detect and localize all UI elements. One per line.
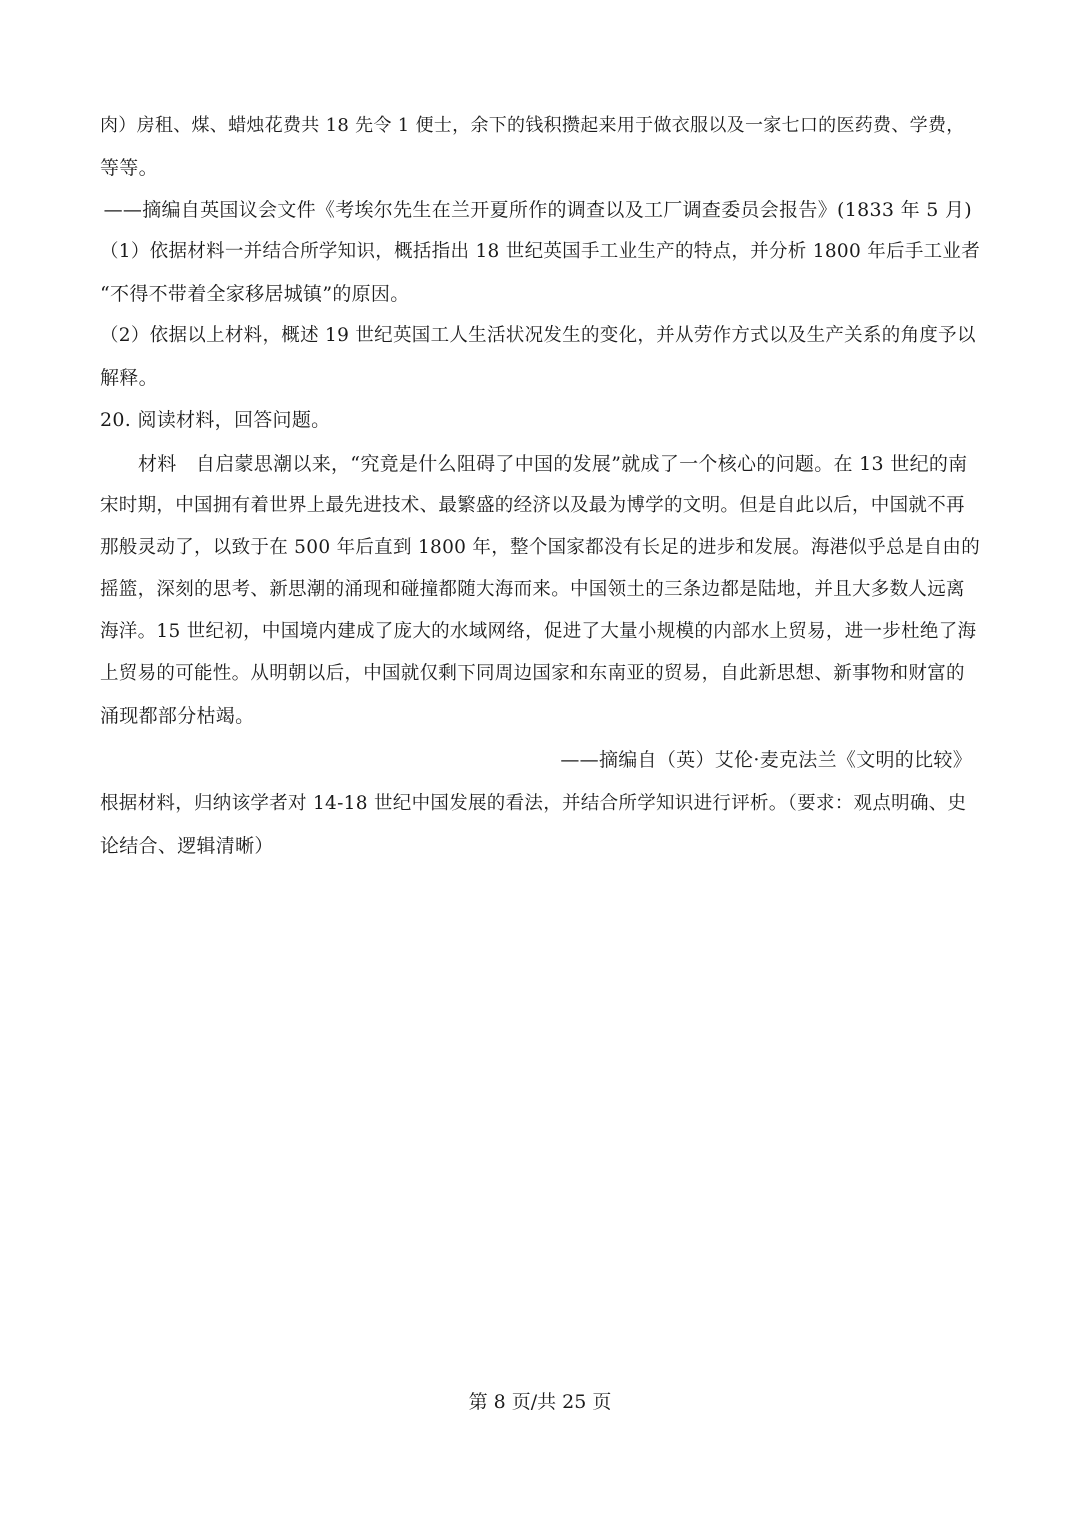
question-19-part-2-line-1: （2）依据以上材料，概述 19 世纪英国工人生活状况发生的变化，并从劳作方式以及生产关系的角度予以 <box>100 325 976 346</box>
question-20-source: ——摘编自（英）艾伦·麦克法兰《文明的比较》 <box>560 749 972 771</box>
question-20-material-line-7: 涌现都部分枯竭。 <box>100 705 255 727</box>
question-20-material-line-5: 海洋。15 世纪初，中国境内建成了庞大的水域网络，促进了大量小规模的内部水上贸易，进一步杜绝了海 <box>100 621 977 642</box>
question-19-part-1-line-2: “不得不带着全家移居城镇”的原因。 <box>100 283 410 305</box>
material-19-source: ——摘编自英国议会文件《考埃尔先生在兰开夏所作的调查以及工厂调查委员会报告》(1833 年 5 月) <box>103 199 972 221</box>
question-19-part-2-line-2: 解释。 <box>100 367 158 389</box>
question-20-material-line-4: 摇篮，深刻的思考、新思潮的涌现和碰撞都随大海而来。中国领土的三条边都是陆地，并且大多数人远离 <box>100 579 965 600</box>
material-19-line-1: 肉）房租、煤、蜡烛花费共 18 先令 1 便士，余下的钱积攒起来用于做衣服以及一家七口的医药费、学费， <box>100 115 965 136</box>
question-20-material-line-6: 上贸易的可能性。从明朝以后，中国就仅剩下同周边国家和东南亚的贸易，自此新思想、新事物和财富的 <box>100 663 965 684</box>
material-19-line-2: 等等。 <box>100 157 158 179</box>
page-number: 第 8 页/共 25 页 <box>468 1391 612 1413</box>
question-20-task-line-2: 论结合、逻辑清晰） <box>100 835 274 857</box>
question-20-task-line-1: 根据材料，归纳该学者对 14-18 世纪中国发展的看法，并结合所学知识进行评析。（要求：观点明确、史 <box>100 793 967 814</box>
question-20-material-line-3: 那般灵动了，以致于在 500 年后直到 1800 年，整个国家都没有长足的进步和发展。海港似乎总是自由的 <box>100 537 981 558</box>
question-20-heading: 20. 阅读材料，回答问题。 <box>100 409 331 431</box>
question-20-material-line-1: 材料 自启蒙思潮以来，“究竟是什么阻碍了中国的发展”就成了一个核心的问题。在 13 世纪的南 <box>138 453 968 475</box>
question-20-material-line-2: 宋时期，中国拥有着世界上最先进技术、最繁盛的经济以及最为博学的文明。但是自此以后，中国就不再 <box>100 495 965 516</box>
question-19-part-1-line-1: （1）依据材料一并结合所学知识，概括指出 18 世纪英国手工业生产的特点，并分析 1800 年后手工业者 <box>100 241 981 262</box>
